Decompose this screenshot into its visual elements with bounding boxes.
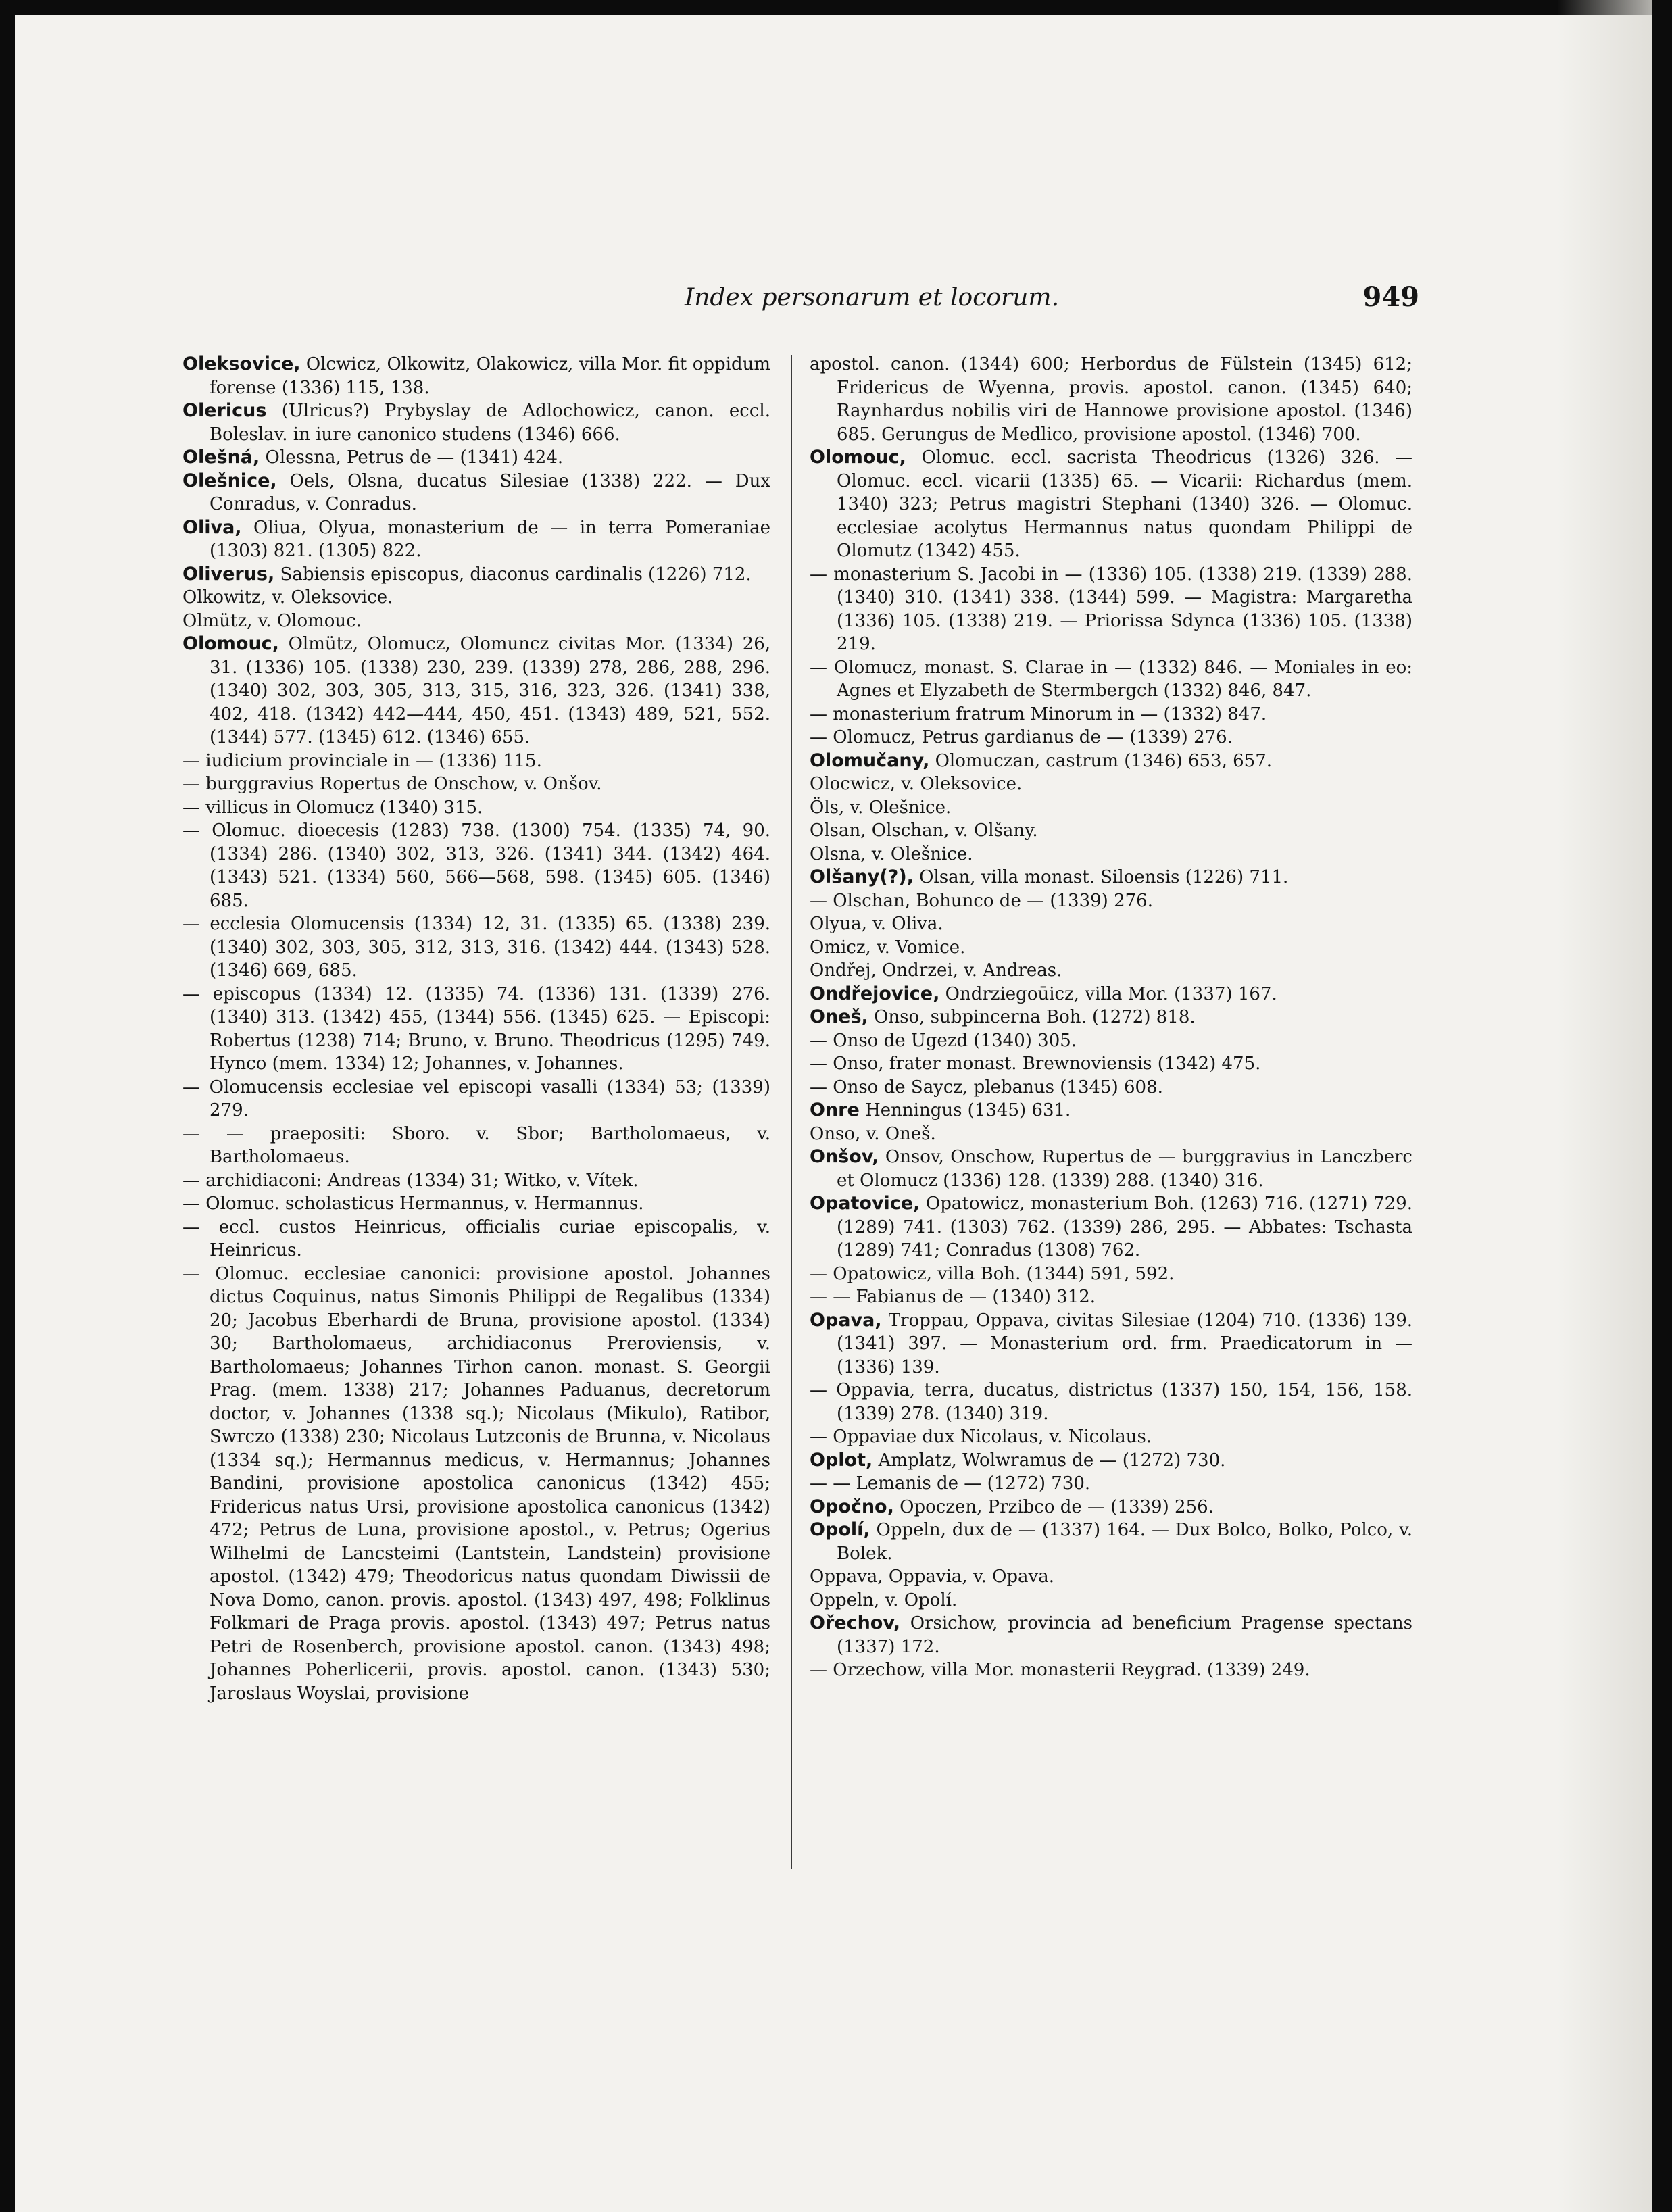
entry-text: Ondřej, Ondrzei, v. Andreas. — [810, 960, 1062, 981]
running-title: Index personarum et locorum. — [684, 284, 1060, 312]
index-entry — [810, 1658, 1412, 1682]
index-entry — [810, 796, 1412, 820]
index-entry — [810, 819, 1412, 843]
index-entry — [182, 586, 770, 610]
entry-text: — Onso, frater monast. Brewnoviensis (1342) 475. — [810, 1054, 1261, 1074]
index-entry — [810, 1425, 1412, 1449]
index-entry — [182, 772, 770, 796]
entry-text: Olessna, Petrus de — (1341) 424. — [260, 447, 564, 468]
index-entry — [810, 1379, 1412, 1425]
entry-text: — Onso de Ugezd (1340) 305. — [810, 1030, 1077, 1051]
index-entry — [810, 446, 1412, 563]
index-entry — [182, 563, 770, 587]
entry-headword: Olericus — [182, 400, 267, 421]
entry-text: Henningus (1345) 631. — [859, 1100, 1071, 1121]
entry-text: — ecclesia Olomucensis (1334) 12, 31. (1335) 65. (1338) 239. (1340) 302, 303, 305, 312, 313, 316. (1342) 444. (1343) 528. (1346) 669, 685. — [182, 914, 770, 981]
entry-text: — archidiaconi: Andreas (1334) 31; Witko, v. Vítek. — [182, 1170, 639, 1191]
index-entry — [810, 749, 1412, 773]
index-entry — [810, 1496, 1412, 1519]
index-entry — [810, 1449, 1412, 1473]
index-entry — [810, 1029, 1412, 1053]
index-entry — [182, 912, 770, 983]
entry-text: Orsichow, provincia ad beneficium Pragense spectans (1337) 172. — [837, 1613, 1412, 1657]
entry-headword: Oliva, — [182, 516, 242, 538]
entry-headword: Oneš, — [810, 1006, 868, 1027]
entry-text: — Oppavia, terra, ducatus, districtus (1337) 150, 154, 156, 158. (1339) 278. (1340) 319. — [810, 1380, 1412, 1424]
entry-text: Olsan, villa monast. Siloensis (1226) 711. — [913, 867, 1289, 887]
index-entry — [182, 1169, 770, 1193]
entry-headword: Olomouc, — [810, 447, 906, 468]
entry-text: — Olomucz, Petrus gardianus de — (1339) 276. — [810, 727, 1233, 747]
index-entry — [810, 772, 1412, 796]
entry-headword: Olešnice, — [182, 470, 277, 491]
entry-headword: Ondřejovice, — [810, 983, 940, 1004]
entry-text: Olsna, v. Olešnice. — [810, 843, 973, 864]
index-entry — [810, 983, 1412, 1006]
entry-text: — Onso de Saycz, plebanus (1345) 608. — [810, 1077, 1163, 1098]
entry-text: — iudicium provinciale in — (1336) 115. — [182, 750, 542, 771]
entry-text: — Olomuc. scholasticus Hermannus, v. Hermannus. — [182, 1194, 644, 1214]
index-entry — [810, 866, 1412, 889]
entry-text: Opoczen, Przibco de — (1339) 256. — [893, 1496, 1214, 1517]
index-entry — [182, 1192, 770, 1216]
entry-headword: Onre — [810, 1100, 860, 1121]
index-entry — [810, 1076, 1412, 1100]
entry-text: — Orzechow, villa Mor. monasterii Reygrad. (1339) 249. — [810, 1660, 1310, 1680]
scan-edge-right — [1652, 0, 1672, 2212]
entry-text: Sabiensis episcopus, diaconus cardinalis (1226) 712. — [274, 564, 752, 585]
index-entry — [810, 936, 1412, 960]
index-entry — [810, 1146, 1412, 1192]
entry-text: — — praepositi: Sboro. v. Sbor; Bartholomaeus, v. Bartholomaeus. — [182, 1123, 770, 1167]
index-entry — [810, 1006, 1412, 1029]
index-entry — [810, 1309, 1412, 1379]
index-entry — [182, 1216, 770, 1262]
index-entry — [810, 353, 1412, 446]
index-entry — [182, 1262, 770, 1706]
entry-text: Öls, v. Olešnice. — [810, 797, 952, 818]
entry-text: Olmütz, v. Olomouc. — [182, 610, 362, 631]
index-entry — [810, 563, 1412, 656]
entry-text: Olkowitz, v. Oleksovice. — [182, 587, 393, 608]
entry-text: Olomuczan, castrum (1346) 653, 657. — [929, 750, 1273, 771]
index-column-left — [182, 353, 770, 1705]
entry-text: Ondrziegoūicz, villa Mor. (1337) 167. — [939, 983, 1277, 1004]
index-entry — [182, 399, 770, 446]
index-entry — [810, 1099, 1412, 1123]
index-entry — [810, 1589, 1412, 1613]
index-entry — [182, 749, 770, 773]
entry-text: Oppeln, v. Opolí. — [810, 1590, 958, 1611]
column-divider — [791, 355, 792, 1869]
index-entry — [810, 1472, 1412, 1496]
index-entry — [182, 446, 770, 470]
index-entry — [810, 1519, 1412, 1565]
entry-text: — monasterium fratrum Minorum in — (1332) 847. — [810, 704, 1267, 724]
entry-text: — — Fabianus de — (1340) 312. — [810, 1287, 1096, 1307]
entry-headword: Opatovice, — [810, 1193, 920, 1214]
entry-text: Olomuc. eccl. sacrista Theodricus (1326) 326. — Olomuc. eccl. vicarii (1335) 65. — Vicarii: Richardus (mem. 1340) 323; Petrus magistri Stephani (1340) 326. — Olomuc. ecclesiae acolytus Hermannus natus quondam Philippi de Olomutz (1342) 455. — [837, 447, 1412, 561]
index-column-right — [810, 353, 1412, 1682]
scan-edge-left — [0, 0, 15, 2212]
entry-headword: Oleksovice, — [182, 353, 301, 374]
index-entry — [182, 983, 770, 1076]
entry-text: — — Lemanis de — (1272) 730. — [810, 1473, 1091, 1494]
entry-text: Amplatz, Wolwramus de — (1272) 730. — [872, 1450, 1226, 1471]
index-entry — [810, 889, 1412, 913]
entry-headword: Opava, — [810, 1309, 882, 1331]
entry-headword: Ořechov, — [810, 1613, 901, 1633]
index-entry — [182, 516, 770, 563]
entry-text: Onso, v. Oneš. — [810, 1123, 936, 1144]
entry-text: Olcwicz, Olkowitz, Olakowicz, villa Mor. fit oppidum forense (1336) 115, 138. — [210, 354, 770, 398]
index-entry — [182, 819, 770, 912]
index-entry — [182, 470, 770, 516]
page-header — [182, 281, 1419, 324]
entry-headword: Opočno, — [810, 1496, 894, 1517]
entry-text: — episcopus (1334) 12. (1335) 74. (1336) 131. (1339) 276. (1340) 313. (1342) 455, (1344) 556. (1345) 625. — Episcopi: Robertus (1238) 714; Bruno, v. Bruno. Theodricus (1295) 749. Hynco (mem. 1334) 12; Johannes, v. Johannes. — [182, 983, 770, 1074]
index-entry — [182, 1076, 770, 1123]
index-entry — [182, 1123, 770, 1169]
entry-text: Onsov, Onschow, Rupertus de — burggravius in Lanczberc et Olomucz (1336) 128. (1339) 288. (1340) 316. — [837, 1147, 1412, 1191]
entry-text: apostol. canon. (1344) 600; Herbordus de Fülstein (1345) 612; Fridericus de Wyenna, provis. apostol. canon. (1345) 640; Raynhardus nobilis viri de Hannowe provisione apostol. (1346) 685. Gerungus de Medlico, provisione apostol. (1346) 700. — [810, 354, 1412, 445]
entry-headword: Olšany(?), — [810, 866, 914, 887]
entry-text: Omicz, v. Vomice. — [810, 937, 966, 958]
index-entry — [182, 633, 770, 749]
entry-text: — villicus in Olomucz (1340) 315. — [182, 797, 483, 818]
entry-headword: Olomučany, — [810, 749, 930, 771]
entry-headword: Oliverus, — [182, 563, 275, 585]
index-entry — [182, 610, 770, 633]
entry-text: — Olomucensis ecclesiae vel episcopi vasalli (1334) 53; (1339) 279. — [182, 1077, 770, 1121]
index-entry — [810, 959, 1412, 983]
entry-text: — Oppaviae dux Nicolaus, v. Nicolaus. — [810, 1427, 1152, 1447]
index-entry — [810, 1262, 1412, 1286]
entry-text: Olmütz, Olomucz, Olomuncz civitas Mor. (1334) 26, 31. (1336) 105. (1338) 230, 239. (1339) 278, 286, 288, 296. (1340) 302, 303, 305, 313, 315, 316, 323, 326. (1341) 338, 402, 418. (1342) 442—444, 450, 451. (1343) 489, 521, 552. (1344) 577. (1345) 612. (1346) 655. — [210, 634, 770, 747]
entry-text: Olyua, v. Oliva. — [810, 914, 943, 934]
index-entry — [810, 1052, 1412, 1076]
entry-headword: Olomouc, — [182, 633, 279, 654]
entry-text: (Ulricus?) Prybyslay de Adlochowicz, canon. eccl. Boleslav. in iure canonico studens (1346) 666. — [210, 401, 770, 445]
index-entry — [810, 843, 1412, 866]
index-entry — [810, 703, 1412, 727]
entry-text: Oppeln, dux de — (1337) 164. — Dux Bolco, Bolko, Polco, v. Bolek. — [837, 1520, 1412, 1564]
entry-text: Opatowicz, monasterium Boh. (1263) 716. (1271) 729. (1289) 741. (1303) 762. (1339) 286, 295. — Abbates: Tschasta (1289) 741; Conradus (1308) 762. — [837, 1194, 1412, 1260]
scan-edge-top — [0, 0, 1672, 15]
entry-text: — Olomuc. dioecesis (1283) 738. (1300) 754. (1335) 74, 90. (1334) 286. (1340) 302, 313, 326. (1341) 344. (1342) 464. (1343) 521. (1334) 560, 566—568, 598. (1345) 605. (1346) 685. — [182, 820, 770, 911]
index-entry — [182, 353, 770, 399]
index-entry — [810, 726, 1412, 749]
entry-text: — Olomucz, monast. S. Clarae in — (1332) 846. — Moniales in eo: Agnes et Elyzabeth de Stermbergch (1332) 846, 847. — [810, 657, 1412, 701]
index-entry — [810, 912, 1412, 936]
entry-text: Olsan, Olschan, v. Olšany. — [810, 820, 1038, 841]
entry-headword: Oplot, — [810, 1449, 873, 1471]
entry-text: Olocwicz, v. Oleksovice. — [810, 774, 1023, 794]
page-number: 949 — [1362, 281, 1419, 313]
index-entry — [810, 1192, 1412, 1262]
scan-shadow-right — [1557, 0, 1652, 2212]
index-entry — [810, 1612, 1412, 1658]
entry-text: Troppau, Oppava, civitas Silesiae (1204) 710. (1336) 139. (1341) 397. — Monasterium ord. frm. Praedicatorum in — (1336) 139. — [837, 1310, 1412, 1377]
entry-text: — eccl. custos Heinricus, officialis curiae episcopalis, v. Heinricus. — [182, 1216, 770, 1260]
entry-text: Oppava, Oppavia, v. Opava. — [810, 1567, 1055, 1587]
entry-text: — Olschan, Bohunco de — (1339) 276. — [810, 890, 1153, 911]
entry-text: Oliua, Olyua, monasterium de — in terra Pomeraniae (1303) 821. (1305) 822. — [210, 517, 770, 561]
entry-headword: Olešná, — [182, 447, 260, 468]
entry-text: Onso, subpincerna Boh. (1272) 818. — [868, 1007, 1196, 1027]
index-entry — [810, 1123, 1412, 1146]
index-entry — [182, 796, 770, 820]
entry-headword: Opolí, — [810, 1519, 870, 1540]
entry-text: Oels, Olsna, ducatus Silesiae (1338) 222. — Dux Conradus, v. Conradus. — [210, 470, 770, 514]
index-entry — [810, 656, 1412, 703]
index-entry — [810, 1285, 1412, 1309]
index-entry — [810, 1565, 1412, 1589]
entry-headword: Onšov, — [810, 1146, 879, 1167]
entry-text: — Opatowicz, villa Boh. (1344) 591, 592. — [810, 1263, 1175, 1284]
entry-text: — Olomuc. ecclesiae canonici: provisione apostol. Johannes dictus Coquinus, natus Simonis Philippi de Regalibus (1334) 20; Jacobus Eberhardi de Bruna, provisione apostol. (1334) 30; Bartholomaeus, archidiaconus Preroviensis, v. Bartholomaeus; Johannes Tirhon canon. monast. S. Georgii Prag. (mem. 1338) 217; Johannes Paduanus, decretorum doctor, v. Johannes (1338 sq.); Nicolaus (Mikulo), Ratibor, Swrczo (1338) 230; Nicolaus Lutzconis de Brunna, v. Nicolaus (1334 sq.); Hermannus medicus, v. Hermannus; Johannes Bandini, provisione apostolica canonicus (1342) 455; Fridericus natus Ursi, provisione apostolica canonicus (1342) 472; Petrus de Luna, provisione apostol., v. Petrus; Ogerius Wilhelmi de Lancsteimi (Lantstein, Landstein) provisione apostol. (1342) 479; Theodoricus natus quondam Diwissii de Nova Domo, canon. provis. apostol. (1343) 497, 498; Folklinus Folkmari de Praga provis. apostol. (1343) 497; Petrus natus Petri de Rosenberch, provisione apostol. canon. (1343) 498; Johannes Poherlicerii, provis. apostol. canon. (1343) 530; Jaroslaus Woyslai, provisione — [182, 1263, 770, 1704]
entry-text: — burggravius Ropertus de Onschow, v. Onšov. — [182, 774, 602, 794]
entry-text: — monasterium S. Jacobi in — (1336) 105. (1338) 219. (1339) 288. (1340) 310. (1341) 338. (1344) 599. — Magistra: Margaretha (1336) 105. (1338) 219. — Priorissa Sdynca (1336) 105. (1338) 219. — [810, 564, 1412, 654]
